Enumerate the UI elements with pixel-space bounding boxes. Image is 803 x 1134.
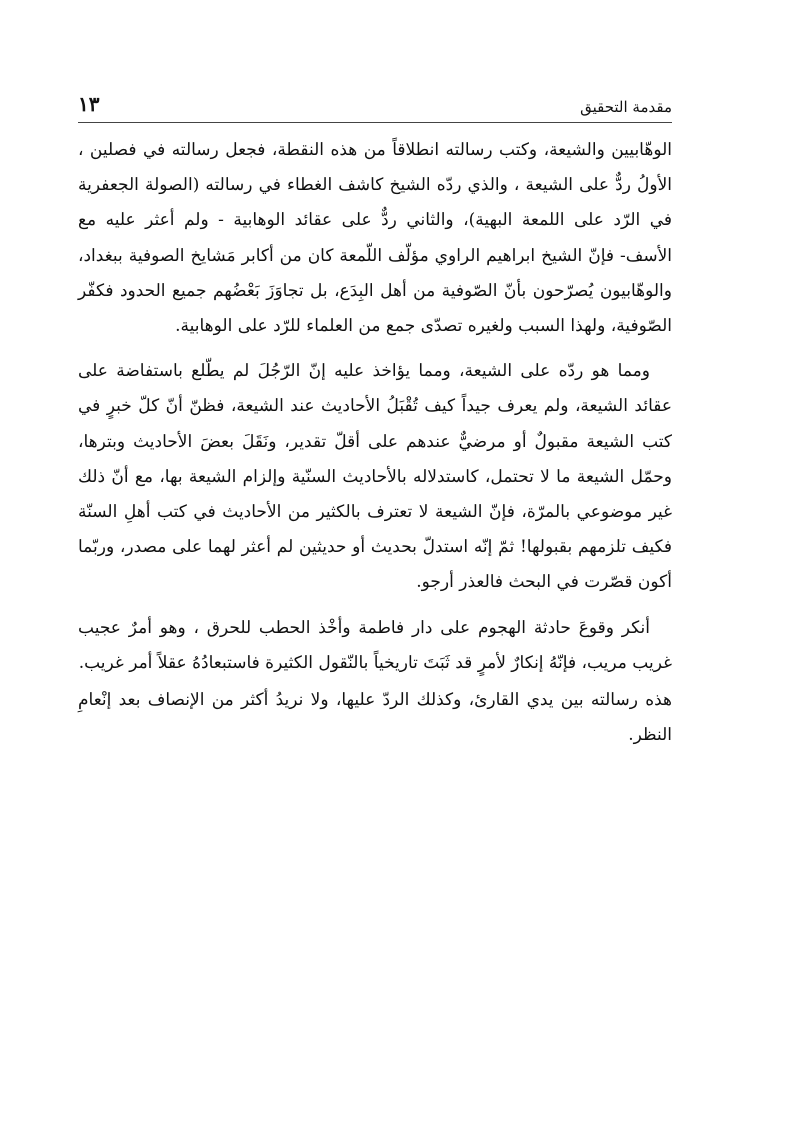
running-header [78,86,672,123]
body-text [78,133,672,753]
paragraph-4: هذه رسالته بين يدي القارئ، وكذلك الردّ عليها، ولا نريدُ أكثر من الإنصاف بعد إنْعامِ النظر. [78,690,672,746]
paragraph-3: أنكر وقوعَ حادثة الهجوم على دار فاطمة وأخْذ الحطب للحرق ، وهو أمرٌ عجيب غريب مريب، فإنّهُ إنكارٌ لأمرٍ قد ثَبَتَ تاريخياً بالنّقول الكثيرة فاستبعادُهُ عقلاً أمر غريب. [78,617,672,673]
page-number: ١٣ [78,92,100,116]
book-page [78,86,672,753]
paragraph-1: الوهّابيين والشيعة، وكتب رسالته انطلاقاً من هذه النقطة، فجعل رسالته في فصلين ، الأولُ ردٌّ على الشيعة ، والذي ردّه الشيخ كاشف الغطاء في رسالته (الصولة الجعفرية في الرّد على اللمعة البهية)، والثاني ردٌّ على عقائد الوهابية - ولم أعثر عليه مع الأسف- فإنّ الشيخ ابراهيم الراوي مؤلّف اللّمعة كان من أكابر مَشايخ الصوفية ببغداد، والوهّابيون يُصرّحون بأنّ الصّوفية من أهل البِدَع، بل تجاوَزَ بَعْضُهم جميع الحدود فكفّر الصّوفية، ولهذا السبب ولغيره تصدّى جمع من العلماء للرّد على الوهابية. [78,140,672,337]
header-title: مقدمة التحقيق [580,98,672,116]
paragraph-2: ومما هو ردّه على الشيعة، ومما يؤاخذ عليه إنّ الرّجُلَ لم يطّلع باستفاضة على عقائد الشيعة، ولم يعرف جيداً كيف تُقْبَلُ الأحاديث عند الشيعة، فظنّ أنّ كلّ خبرٍ في كتب الشيعة مقبولٌ أو مرضيٌّ عندهم على أقلّ تقدير، ونَقَلَ بعضَ الأحاديث وبترها، وحمّل الشيعة ما لا تحتمل، كاستدلاله بالأحاديث السنّية وإلزام الشيعة بها، مع أنّ ذلك غير موضوعي بالمرّة، فإنّ الشيعة لا تعترف بالكثير من الأحاديث في كتب أهلِ السنّة فكيف تلزمهم بقبولها! ثمّ إنّه استدلّ بحديث أو حديثين لم أعثر لهما على مصدر، وربّما أكون قصّرت في البحث فالعذر أرجو. [78,361,672,593]
